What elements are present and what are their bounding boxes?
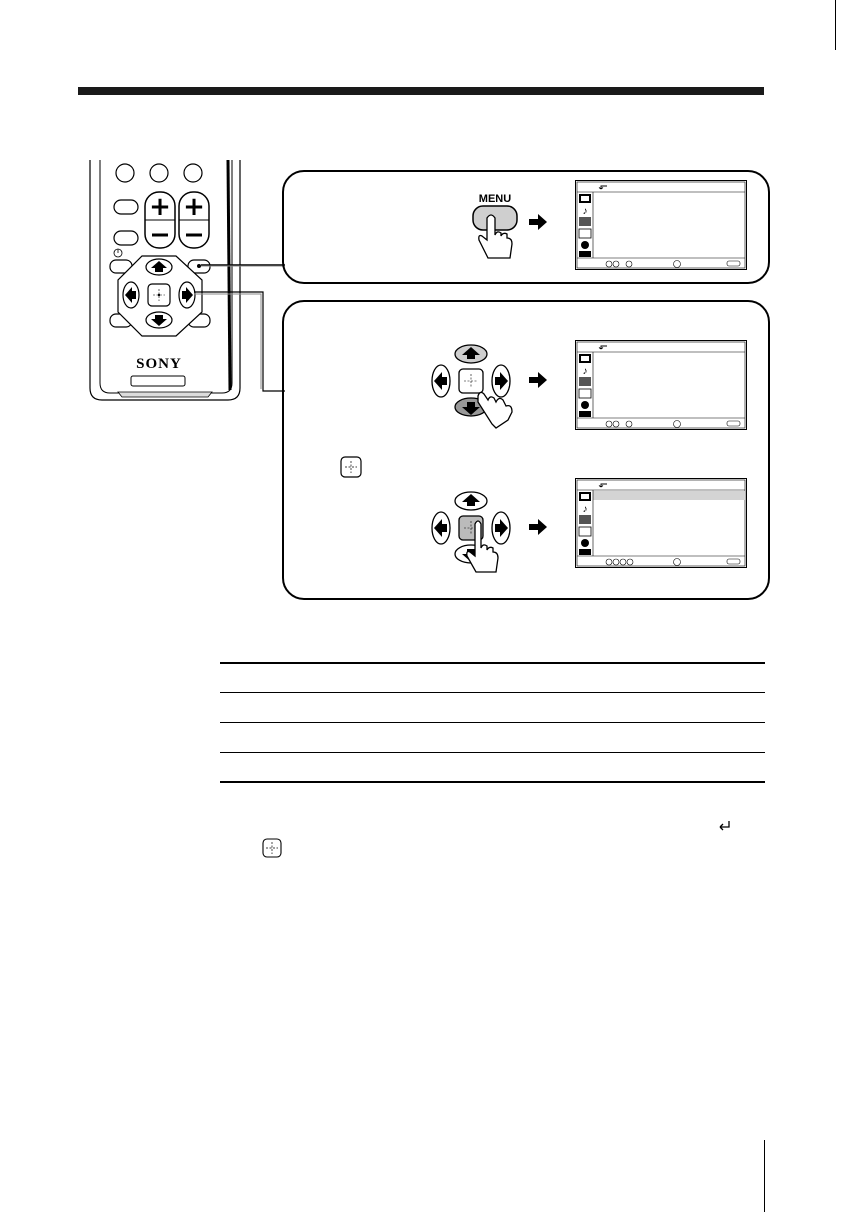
menu-screen-3 (575, 478, 747, 568)
menu-button-label: MENU (478, 193, 512, 205)
enter-button-icon (262, 838, 282, 858)
svg-text:+: + (183, 192, 205, 222)
remote-brand-logo: SONY (136, 356, 182, 372)
svg-text:+: + (149, 192, 171, 222)
return-arrow-icon (716, 818, 732, 834)
table-row (220, 664, 765, 693)
settings-table (220, 662, 765, 783)
svg-text:♪: ♪ (582, 504, 588, 515)
svg-text:♪: ♪ (582, 366, 588, 377)
svg-text:♪: ♪ (582, 206, 588, 217)
table-row (220, 694, 765, 723)
table-row (220, 754, 765, 783)
table-row (220, 724, 765, 753)
